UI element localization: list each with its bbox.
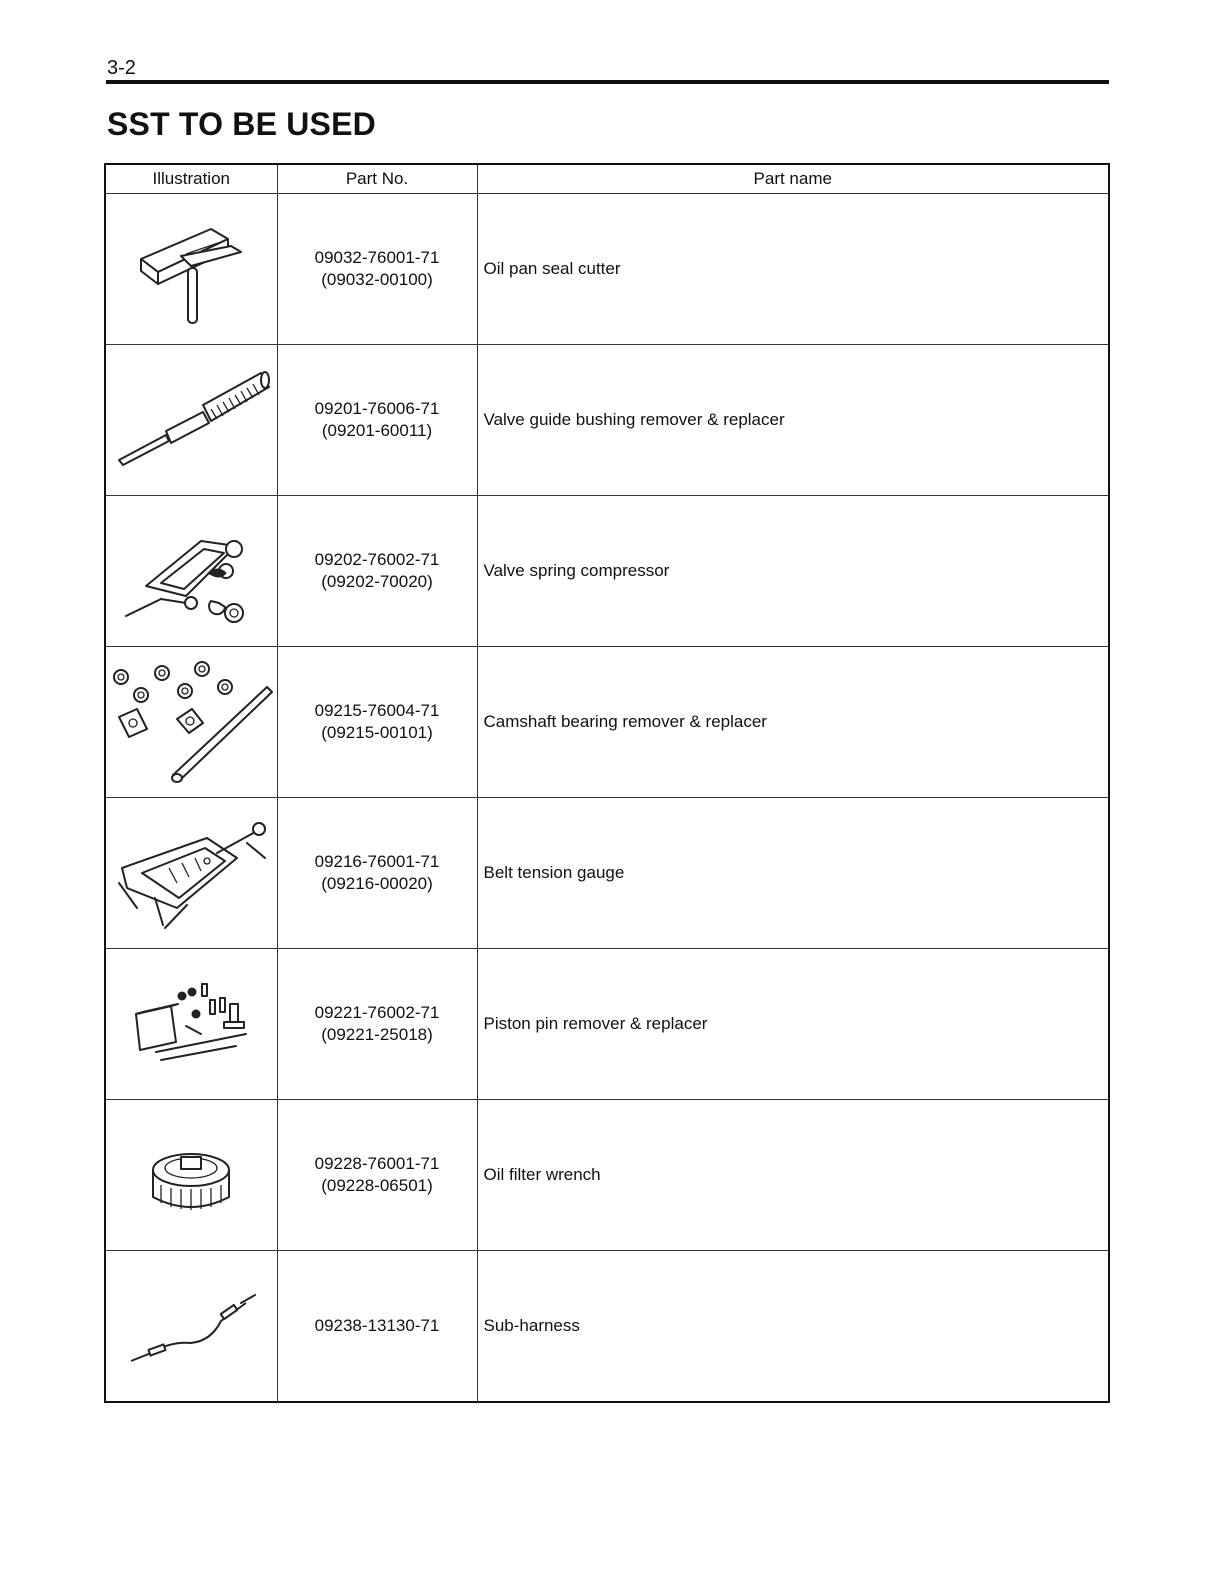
page-number: 3-2 [107,57,136,79]
illustration-cell [105,1100,277,1251]
illustration-cell [105,798,277,949]
alt-part-no: (09215-00101) [321,723,433,742]
part-no-cell [277,345,477,496]
header-part-no: Part No. [277,164,477,194]
alt-part-no: (09201-60011) [321,421,433,440]
part-no: 09032-76001-71 [314,248,440,267]
alt-part-no: (09216-00020) [321,874,433,893]
header-illustration: Illustration [105,164,277,194]
part-no-cell [277,496,477,647]
part-name: Valve guide bushing remover & replacer [477,345,1109,496]
part-name: Piston pin remover & replacer [477,949,1109,1100]
page-title: SST TO BE USED [107,106,376,142]
part-no-cell [277,949,477,1100]
table-header-row [105,164,1109,194]
illustration-cell [105,194,277,345]
illustration-cell [105,345,277,496]
alt-part-no: (09221-25018) [321,1025,433,1044]
part-no: 09215-76004-71 [314,701,440,720]
part-no: 09202-76002-71 [314,550,440,569]
part-no-cell [277,647,477,798]
sub-harness-icon [121,1281,261,1371]
part-name: Oil pan seal cutter [477,194,1109,345]
illustration-cell [105,949,277,1100]
illustration-cell [105,1251,277,1403]
table-row [105,949,1109,1100]
part-name: Sub-harness [477,1251,1109,1403]
table-row [105,798,1109,949]
header-part-name: Part name [477,164,1109,194]
part-name: Oil filter wrench [477,1100,1109,1251]
sst-table [104,163,1110,1403]
part-no: 09201-76006-71 [314,399,440,418]
oil-filter-wrench-icon [141,1125,241,1225]
part-no: 09216-76001-71 [314,852,440,871]
part-no: 09228-76001-71 [314,1154,440,1173]
part-name: Valve spring compressor [477,496,1109,647]
alt-part-no: (09202-70020) [321,572,433,591]
part-no-cell [277,1100,477,1251]
illustration-cell [105,496,277,647]
table-row [105,496,1109,647]
table-row [105,345,1109,496]
table-row [105,1100,1109,1251]
table-row [105,194,1109,345]
part-no-cell [277,1251,477,1403]
alt-part-no: (09032-00100) [321,270,433,289]
piston-pin-tool-icon [126,974,256,1074]
belt-tension-gauge-icon [107,813,275,933]
part-name: Belt tension gauge [477,798,1109,949]
table-row [105,1251,1109,1403]
camshaft-bearing-tool-icon [107,657,275,787]
table-row [105,647,1109,798]
seal-cutter-icon [116,204,266,334]
header-rule [106,80,1109,84]
bushing-remover-icon [111,365,271,475]
alt-part-no: (09228-06501) [321,1176,433,1195]
part-no: 09238-13130-71 [314,1316,440,1335]
part-no-cell [277,194,477,345]
part-no-cell [277,798,477,949]
illustration-cell [105,647,277,798]
part-name: Camshaft bearing remover & replacer [477,647,1109,798]
spring-compressor-icon [116,511,266,631]
part-no: 09221-76002-71 [314,1003,440,1022]
